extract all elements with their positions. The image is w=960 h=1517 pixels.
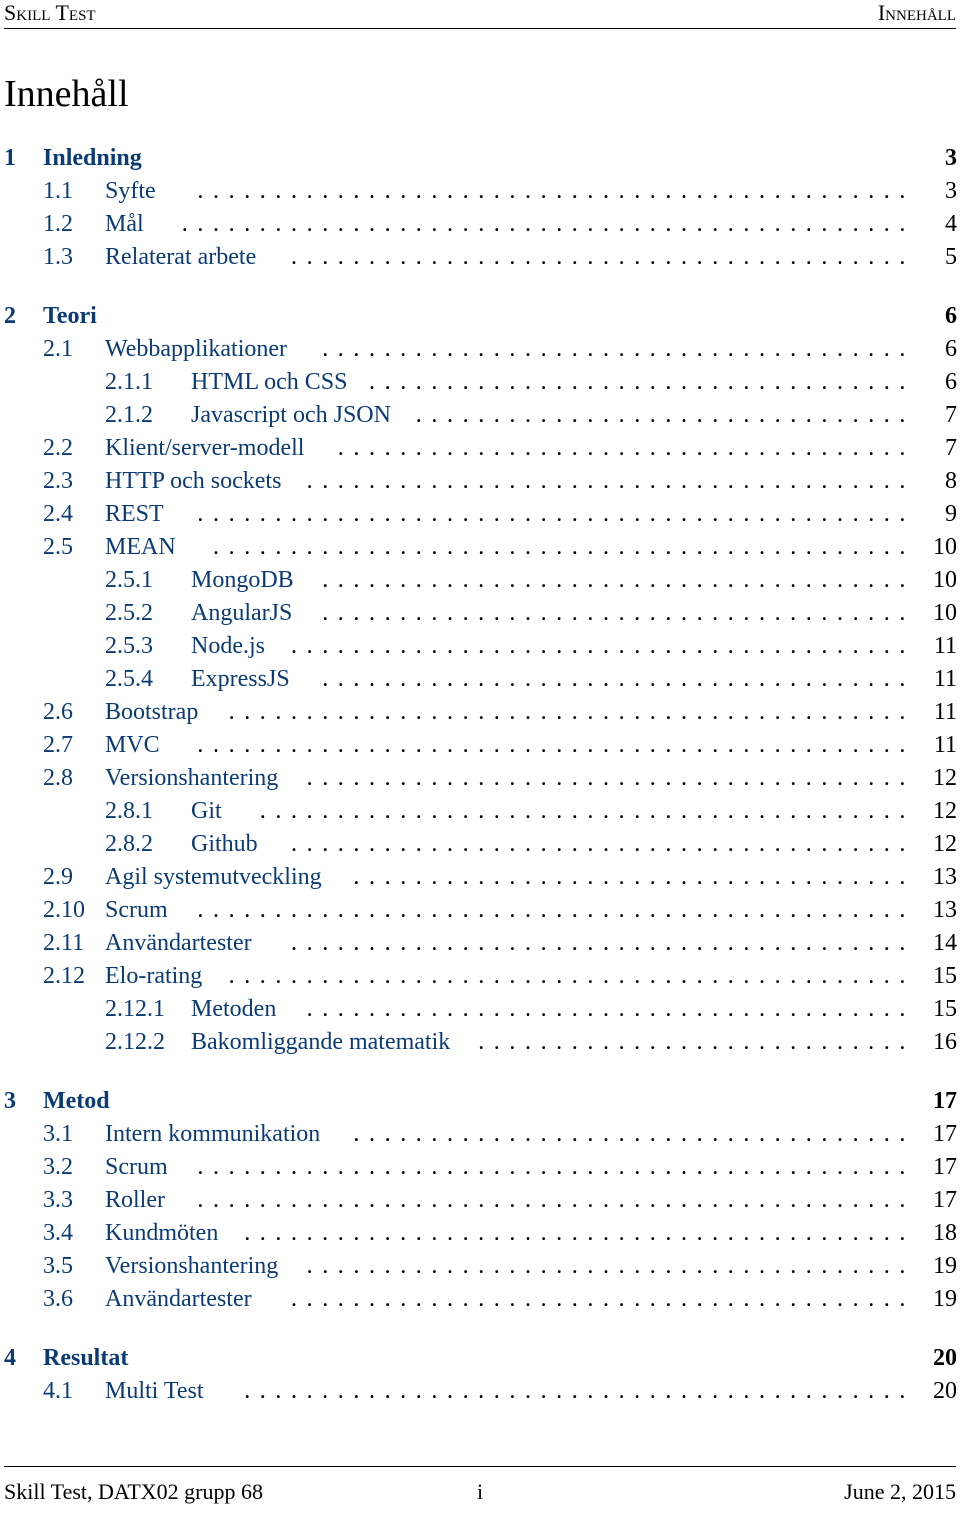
toc-dot-leader: ....................................: [353, 1121, 915, 1147]
toc-entry-number: 3.2: [43, 1154, 73, 1180]
toc-entry-page[interactable]: 5: [945, 244, 957, 270]
toc-dot-leader: .....................................: [337, 435, 915, 461]
toc-entry-page[interactable]: 3: [945, 178, 957, 204]
toc-entry-title[interactable]: Node.js: [191, 633, 265, 659]
toc-entry-number: 2.8.1: [105, 798, 153, 824]
toc-entry-number: 3.3: [43, 1187, 73, 1213]
toc-entry-title[interactable]: Scrum: [105, 897, 168, 923]
toc-entry-number: 2.5.4: [105, 666, 153, 692]
footer-date: June 2, 2015: [844, 1479, 956, 1504]
toc-entry-number: 2.1.1: [105, 369, 153, 395]
toc-entry-number: 2.1.2: [105, 402, 153, 428]
toc-entry-title[interactable]: Intern kommunikation: [105, 1121, 321, 1147]
toc-dot-leader: ............................................: [228, 699, 915, 725]
toc-entry-page[interactable]: 8: [945, 468, 957, 494]
toc-dot-leader: ...........................................: [244, 1220, 915, 1246]
toc-entry-title[interactable]: Metod: [43, 1088, 110, 1114]
toc-entry-page[interactable]: 20: [933, 1378, 957, 1404]
toc-dot-leader: .......................................: [306, 765, 915, 791]
toc-entry-number: 2.1: [43, 336, 73, 362]
toc-entry-page[interactable]: 19: [933, 1253, 957, 1279]
toc-entry-number: 3.5: [43, 1253, 73, 1279]
toc-entry-number: 2.10: [43, 897, 85, 923]
toc-entry-page[interactable]: 17: [933, 1154, 957, 1180]
footer-document-info: Skill Test, DATX02 grupp 68: [4, 1479, 264, 1504]
toc-section-entry[interactable]: [4, 993, 957, 1026]
toc-chapter-entry[interactable]: [4, 1342, 957, 1375]
toc-section-entry[interactable]: [4, 432, 957, 465]
toc-section-entry[interactable]: [4, 1026, 957, 1059]
toc-entry-page[interactable]: 7: [945, 435, 957, 461]
toc-dot-leader: ............................: [478, 1029, 915, 1055]
toc-entry-title[interactable]: MEAN: [105, 534, 176, 560]
toc-entry-number: 4.1: [43, 1378, 73, 1404]
toc-dot-leader: .......................................: [306, 996, 915, 1022]
toc-entry-title[interactable]: Git: [191, 798, 222, 824]
toc-entry-number: 2.12.1: [105, 996, 165, 1022]
toc-entry-title[interactable]: Metoden: [191, 996, 277, 1022]
toc-entry-page[interactable]: 6: [945, 303, 957, 329]
toc-entry-title[interactable]: Bootstrap: [105, 699, 199, 725]
toc-chapter-entry[interactable]: [4, 300, 957, 333]
toc-section-entry[interactable]: [4, 1217, 957, 1250]
header-section-title: Innehåll: [877, 0, 956, 25]
toc-dot-leader: ........................................: [291, 930, 915, 956]
toc-entry-number: 2.7: [43, 732, 73, 758]
toc-entry-title[interactable]: REST: [105, 501, 164, 527]
toc-dot-leader: ..............................................: [197, 1187, 915, 1213]
toc-section-entry[interactable]: [4, 795, 957, 828]
toc-section-entry[interactable]: [4, 597, 957, 630]
toc-entry-title[interactable]: Github: [191, 831, 258, 857]
toc-entry-title[interactable]: Mål: [105, 211, 144, 237]
toc-entry-number: 1.2: [43, 211, 73, 237]
toc-dot-leader: ......................................: [322, 336, 915, 362]
toc-entry-page[interactable]: 12: [933, 831, 957, 857]
toc-entry-title[interactable]: Multi Test: [105, 1378, 204, 1404]
toc-entry-title[interactable]: Inledning: [43, 145, 142, 171]
toc-entry-page[interactable]: 4: [945, 211, 957, 237]
toc-dot-leader: ........................................: [291, 831, 915, 857]
toc-entry-title[interactable]: Klient/server-modell: [105, 435, 305, 461]
toc-entry-title[interactable]: Versionshantering: [105, 765, 279, 791]
toc-entry-number: 2.12: [43, 963, 85, 989]
toc-entry-title[interactable]: Roller: [105, 1187, 165, 1213]
toc-section-entry[interactable]: [4, 960, 957, 993]
toc-section-entry[interactable]: [4, 1184, 957, 1217]
toc-entry-title[interactable]: Versionshantering: [105, 1253, 279, 1279]
toc-section-entry[interactable]: [4, 241, 957, 274]
toc-dot-leader: ...............................................: [181, 211, 915, 237]
toc-entry-number: 2.3: [43, 468, 73, 494]
toc-dot-leader: ........................................: [291, 244, 915, 270]
toc-dot-leader: ................................: [415, 402, 915, 428]
toc-entry-page[interactable]: 18: [933, 1220, 957, 1246]
toc-entry-title[interactable]: Elo-rating: [105, 963, 203, 989]
toc-entry-number: 2: [4, 303, 16, 329]
toc-entry-page[interactable]: 17: [933, 1187, 957, 1213]
running-footer: [4, 1466, 956, 1505]
toc-dot-leader: ..........................................: [259, 798, 915, 824]
toc-entry-number: 3.4: [43, 1220, 73, 1246]
toc-entry-title[interactable]: Webbapplikationer: [105, 336, 288, 362]
toc-entry-page[interactable]: 17: [933, 1088, 957, 1114]
toc-entry-number: 2.5: [43, 534, 73, 560]
toc-entry-title[interactable]: HTTP och sockets: [105, 468, 282, 494]
toc-section-entry[interactable]: [4, 1250, 957, 1283]
toc-dot-leader: ..............................................: [197, 178, 915, 204]
toc-entry-page[interactable]: 9: [945, 501, 957, 527]
page-title: Innehåll: [4, 73, 129, 115]
table-of-contents: [4, 142, 957, 1408]
toc-entry-page[interactable]: 11: [933, 732, 957, 758]
toc-entry-page[interactable]: 10: [933, 567, 957, 593]
toc-entry-number: 2.5.1: [105, 567, 153, 593]
toc-entry-number: 2.5.2: [105, 600, 153, 626]
toc-entry-page[interactable]: 11: [933, 633, 957, 659]
toc-entry-title[interactable]: Relaterat arbete: [105, 244, 257, 270]
toc-entry-title[interactable]: Scrum: [105, 1154, 168, 1180]
header-document-title: Skill Test: [4, 0, 96, 25]
toc-entry-title[interactable]: Javascript och JSON: [191, 402, 391, 428]
toc-dot-leader: ..............................................: [197, 501, 915, 527]
toc-entry-title[interactable]: Kundmöten: [105, 1220, 219, 1246]
toc-section-entry[interactable]: [4, 1151, 957, 1184]
toc-entry-page[interactable]: 13: [933, 864, 957, 890]
toc-entry-number: 3.1: [43, 1121, 73, 1147]
toc-entry-title[interactable]: MVC: [105, 732, 160, 758]
toc-entry-number: 2.8: [43, 765, 73, 791]
toc-section-entry[interactable]: [4, 208, 957, 241]
toc-entry-title[interactable]: Användartester: [105, 1286, 252, 1312]
toc-section-entry[interactable]: [4, 927, 957, 960]
toc-entry-title[interactable]: Användartester: [105, 930, 252, 956]
toc-dot-leader: ......................................: [322, 600, 915, 626]
toc-section-entry[interactable]: [4, 1375, 957, 1408]
toc-entry-number: 4: [4, 1345, 16, 1371]
toc-section-entry[interactable]: [4, 762, 957, 795]
toc-section-entry[interactable]: [4, 333, 957, 366]
toc-entry-page[interactable]: 17: [933, 1121, 957, 1147]
toc-entry-page[interactable]: 12: [933, 798, 957, 824]
toc-section-entry[interactable]: [4, 1118, 957, 1151]
toc-entry-page[interactable]: 13: [933, 897, 957, 923]
toc-entry-number: 2.4: [43, 501, 73, 527]
toc-entry-page[interactable]: 11: [933, 666, 957, 692]
toc-entry-number: 3.6: [43, 1286, 73, 1312]
running-header: [4, 0, 956, 29]
toc-entry-page[interactable]: 15: [933, 963, 957, 989]
toc-dot-leader: .............................................: [213, 534, 915, 560]
toc-entry-number: 2.6: [43, 699, 73, 725]
toc-entry-number: 2.12.2: [105, 1029, 165, 1055]
toc-section-entry[interactable]: [4, 564, 957, 597]
toc-entry-number: 2.5.3: [105, 633, 153, 659]
toc-entry-number: 2.8.2: [105, 831, 153, 857]
toc-section-entry[interactable]: [4, 828, 957, 861]
toc-dot-leader: ........................................: [291, 633, 915, 659]
toc-entry-title[interactable]: HTML och CSS: [191, 369, 348, 395]
toc-dot-leader: ..............................................: [197, 1154, 915, 1180]
toc-entry-page[interactable]: 19: [933, 1286, 957, 1312]
toc-dot-leader: ....................................: [353, 864, 915, 890]
toc-chapter-entry[interactable]: [4, 142, 957, 175]
toc-entry-number: 2.2: [43, 435, 73, 461]
toc-section-entry[interactable]: [4, 663, 957, 696]
toc-entry-title[interactable]: Agil systemutveckling: [105, 864, 322, 890]
toc-section-entry[interactable]: [4, 630, 957, 663]
toc-dot-leader: ........................................: [291, 1286, 915, 1312]
toc-entry-title[interactable]: MongoDB: [191, 567, 294, 593]
toc-entry-page[interactable]: 6: [945, 369, 957, 395]
toc-entry-page[interactable]: 10: [933, 600, 957, 626]
toc-entry-page[interactable]: 14: [933, 930, 957, 956]
toc-entry-title[interactable]: Resultat: [43, 1345, 129, 1371]
toc-entry-page[interactable]: 6: [945, 336, 957, 362]
toc-section-entry[interactable]: [4, 175, 957, 208]
toc-entry-page[interactable]: 10: [933, 534, 957, 560]
toc-section-entry[interactable]: [4, 366, 957, 399]
toc-section-entry[interactable]: [4, 531, 957, 564]
toc-entry-number: 3: [4, 1088, 16, 1114]
toc-dot-leader: .......................................: [306, 468, 915, 494]
toc-dot-leader: ...........................................: [244, 1378, 915, 1404]
toc-entry-number: 1: [4, 145, 16, 171]
toc-entry-title[interactable]: Bakomliggande matematik: [191, 1029, 451, 1055]
toc-section-entry[interactable]: [4, 498, 957, 531]
toc-entry-page[interactable]: 3: [945, 145, 957, 171]
toc-section-entry[interactable]: [4, 465, 957, 498]
toc-dot-leader: ......................................: [322, 666, 915, 692]
footer-page-number: i: [477, 1479, 484, 1504]
toc-dot-leader: .......................................: [306, 1253, 915, 1279]
toc-entry-page[interactable]: 16: [933, 1029, 957, 1055]
toc-section-entry[interactable]: [4, 696, 957, 729]
toc-entry-title[interactable]: AngularJS: [191, 600, 293, 626]
toc-section-entry[interactable]: [4, 894, 957, 927]
toc-entry-number: 2.9: [43, 864, 73, 890]
toc-entry-page[interactable]: 7: [945, 402, 957, 428]
toc-dot-leader: ...................................: [369, 369, 915, 395]
toc-dot-leader: ............................................: [228, 963, 915, 989]
toc-chapter-entry[interactable]: [4, 1085, 957, 1118]
toc-entry-title[interactable]: Syfte: [105, 178, 156, 204]
toc-entry-page[interactable]: 12: [933, 765, 957, 791]
toc-dot-leader: ......................................: [322, 567, 915, 593]
toc-entry-number: 2.11: [43, 930, 85, 956]
toc-entry-title[interactable]: ExpressJS: [191, 666, 290, 692]
toc-section-entry[interactable]: [4, 399, 957, 432]
toc-section-entry[interactable]: [4, 729, 957, 762]
toc-entry-number: 1.3: [43, 244, 73, 270]
toc-entry-page[interactable]: 11: [933, 699, 957, 725]
toc-section-entry[interactable]: [4, 1283, 957, 1316]
toc-entry-number: 1.1: [43, 178, 73, 204]
toc-entry-page[interactable]: 15: [933, 996, 957, 1022]
toc-dot-leader: ..............................................: [197, 897, 915, 923]
toc-dot-leader: ..............................................: [197, 732, 915, 758]
toc-section-entry[interactable]: [4, 861, 957, 894]
toc-entry-page[interactable]: 20: [933, 1345, 957, 1371]
toc-entry-title[interactable]: Teori: [43, 303, 97, 329]
